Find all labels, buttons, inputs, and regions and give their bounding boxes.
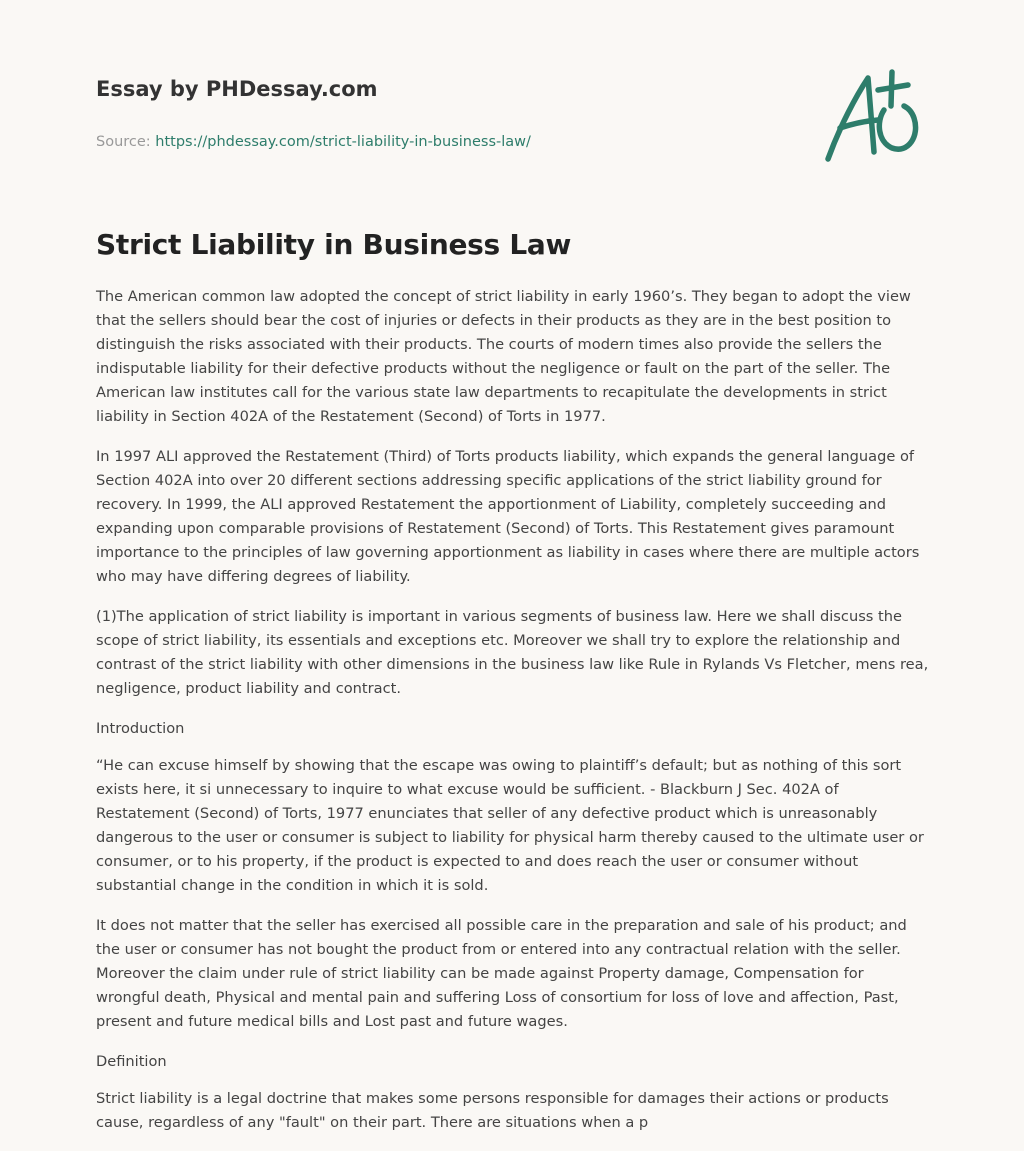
essay-title: Strict Liability in Business Law (96, 228, 572, 261)
section-heading-definition: Definition (96, 1053, 167, 1070)
source-line (96, 132, 796, 152)
essay-body (96, 285, 930, 1151)
a-plus-grade-icon (820, 66, 930, 170)
source-label: Source: (96, 134, 156, 150)
site-brand: Essay by PHDessay.com (96, 77, 378, 101)
source-link[interactable]: https://phdessay.com/strict-liability-in-business-law/ (155, 134, 531, 150)
paragraph: Strict liability is a legal doctrine that makes some persons responsible for damages their actions or products cause, regardless of any "fault" on their part. There are situations when a p (96, 1090, 889, 1131)
section-heading-introduction: Introduction (96, 720, 185, 737)
paragraph: The American common law adopted the concept of strict liability in early 1960’s. They began to adopt the view that the sellers should bear the cost of injuries or defects in their products as they are in the best position to distinguish the risks associated with their products. The courts of modern times also provide the sellers the indisputable liability for their defective products without the negligence or fault on the part of the seller. The American law institutes call for the various state law departments to recapitulate the developments in strict liability in Section 402A of the Restatement (Second) of Torts in 1977. (96, 288, 911, 425)
essay-header (96, 74, 796, 152)
paragraph: “He can excuse himself by showing that the escape was owing to plaintiff’s default; but as nothing of this sort exists here, it si unnecessary to inquire to what excuse would be sufficient. - Blackburn J Sec. 402A of Restatement (Second) of Torts, 1977 enunciates that seller of any defective product which is unreasonably dangerous to the user or consumer is subject to liability for physical harm thereby caused to the ultimate user or consumer, or to his property, if the product is expected to and does reach the user or consumer without substantial change in the condition in which it is sold. (96, 757, 924, 894)
paragraph: (1)The application of strict liability is important in various segments of business law. Here we shall discuss the scope of strict liability, its essentials and exceptions etc. Moreover we shall try to explore the relationship and contrast of the strict liability with other dimensions in the business law like Rule in Rylands Vs Fletcher, mens rea, negligence, product liability and contract. (96, 608, 929, 697)
paragraph: In 1997 ALI approved the Restatement (Third) of Torts products liability, which expands the general language of Section 402A into over 20 different sections addressing specific applications of the strict liability ground for recovery. In 1999, the ALI approved Restatement the apportionment of Liability, completely succeeding and expanding upon comparable provisions of Restatement (Second) of Torts. This Restatement gives paramount importance to the principles of law governing apportionment as liability in cases where there are multiple actors who may have differing degrees of liability. (96, 448, 920, 585)
paragraph: It does not matter that the seller has exercised all possible care in the preparation and sale of his product; and the user or consumer has not bought the product from or entered into any contractual relation with the seller. Moreover the claim under rule of strict liability can be made against Property damage, Compensation for wrongful death, Physical and mental pain and suffering Loss of consortium for loss of love and affection, Past, present and future medical bills and Lost past and future wages. (96, 917, 907, 1030)
